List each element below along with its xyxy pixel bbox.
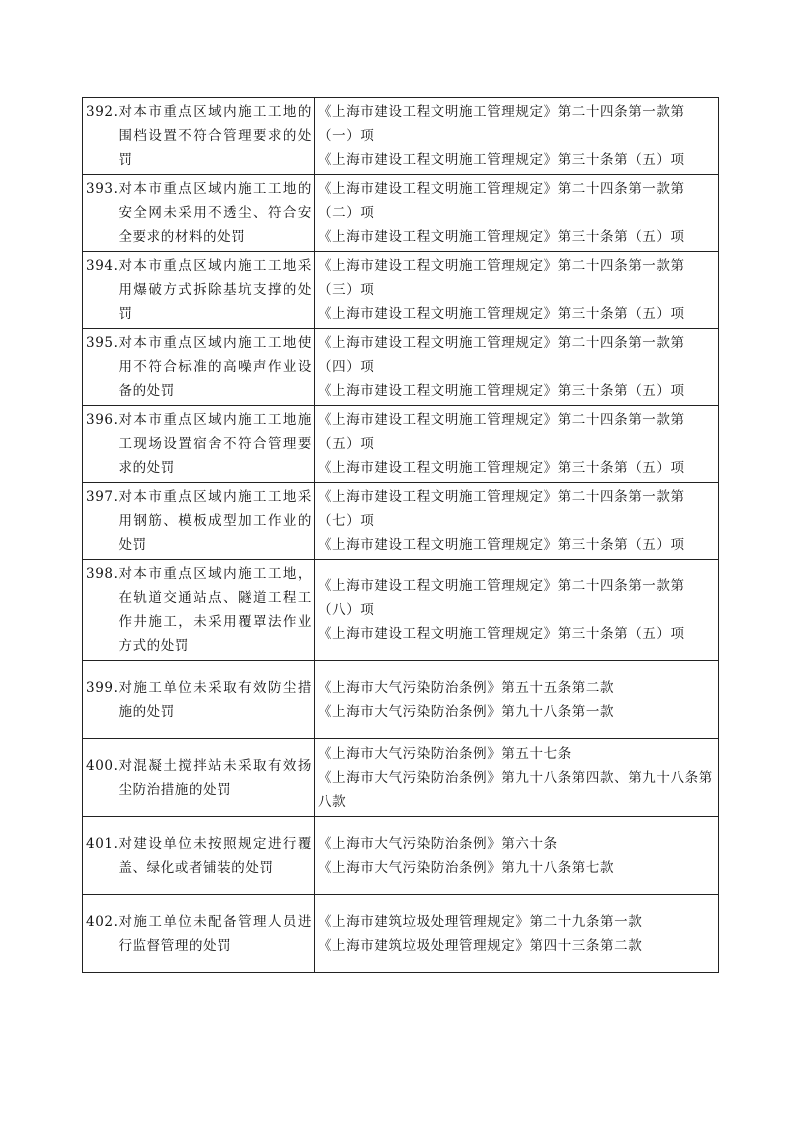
legal-basis-line: 《上海市建设工程文明施工管理规定》第三十条第（五）项: [318, 229, 685, 245]
legal-basis-line: 《上海市大气污染防治条例》第九十八条第四款、第九十八条第八款: [318, 769, 713, 810]
table-row: [83, 252, 719, 329]
penalty-basis-table: [82, 97, 719, 973]
table-row: [83, 817, 719, 895]
table-row: [83, 560, 719, 661]
item-number: 393.: [86, 181, 119, 197]
item-description: 对施工单位未配备管理人员进行监督管理的处罚: [118, 913, 312, 954]
item-number: 401.: [86, 835, 119, 852]
legal-basis-line: 《上海市大气污染防治条例》第六十条: [318, 835, 558, 852]
legal-basis-line: 《上海市建筑垃圾处理管理规定》第四十三条第二款: [318, 937, 643, 954]
penalty-item-cell: [83, 406, 315, 483]
legal-basis-line: 《上海市建设工程文明施工管理规定》第三十条第（五）项: [318, 306, 685, 322]
legal-basis-cell: [315, 98, 719, 175]
item-number: 399.: [86, 679, 119, 696]
legal-basis-cell: [315, 661, 719, 739]
legal-basis-line: 《上海市大气污染防治条例》第五十五条第二款: [318, 679, 615, 696]
item-number: 402.: [86, 913, 119, 930]
penalty-item-cell: [83, 560, 315, 661]
legal-basis-line: 《上海市建设工程文明施工管理规定》第三十条第（五）项: [318, 537, 685, 553]
table-row: [83, 406, 719, 483]
legal-basis-line: 《上海市大气污染防治条例》第五十七条: [318, 745, 572, 762]
legal-basis-cell: [315, 817, 719, 895]
legal-basis-line: 《上海市建设工程文明施工管理规定》第二十四条第一款第（一）项: [318, 104, 685, 144]
legal-basis-line: 《上海市建设工程文明施工管理规定》第三十条第（五）项: [318, 460, 685, 476]
legal-basis-line: 《上海市建设工程文明施工管理规定》第三十条第（五）项: [318, 152, 685, 168]
item-description: 对本市重点区域内施工工地使用不符合标准的高噪声作业设备的处罚: [118, 335, 312, 399]
legal-basis-cell: [315, 739, 719, 817]
table-row: [83, 175, 719, 252]
penalty-item-cell: [83, 175, 315, 252]
table-row: [83, 895, 719, 973]
penalty-item-cell: [83, 817, 315, 895]
legal-basis-line: 《上海市建设工程文明施工管理规定》第二十四条第一款第（五）项: [318, 412, 685, 452]
legal-basis-line: 《上海市建筑垃圾处理管理规定》第二十九条第一款: [318, 913, 643, 930]
penalty-item-cell: [83, 252, 315, 329]
table-row: [83, 329, 719, 406]
penalty-item-cell: [83, 739, 315, 817]
item-description: 对本市重点区域内施工工地施工现场设置宿舍不符合管理要求的处罚: [118, 412, 312, 476]
item-number: 392.: [86, 104, 119, 120]
item-description: 对建设单位未按照规定进行覆盖、绿化或者铺装的处罚: [118, 835, 312, 876]
item-number: 395.: [86, 335, 119, 351]
legal-basis-cell: [315, 252, 719, 329]
legal-basis-line: 《上海市建设工程文明施工管理规定》第二十四条第一款第（八）项: [318, 578, 685, 618]
legal-basis-cell: [315, 406, 719, 483]
item-description: 对混凝土搅拌站未采取有效扬尘防治措施的处罚: [118, 757, 312, 798]
legal-basis-cell: [315, 483, 719, 560]
item-description: 对本市重点区域内施工工地采用爆破方式拆除基坑支撑的处罚: [118, 258, 312, 322]
table-row: [83, 661, 719, 739]
item-number: 400.: [86, 757, 119, 774]
penalty-item-cell: [83, 895, 315, 973]
item-description: 对本市重点区域内施工工地的围档设置不符合管理要求的处罚: [118, 104, 312, 168]
penalty-item-cell: [83, 483, 315, 560]
item-number: 397.: [86, 489, 119, 505]
item-number: 394.: [86, 258, 119, 274]
item-number: 398.: [86, 566, 119, 582]
legal-basis-line: 《上海市建设工程文明施工管理规定》第三十条第（五）项: [318, 383, 685, 399]
item-description: 对本市重点区域内施工工地的安全网未采用不透尘、符合安全要求的材料的处罚: [118, 181, 312, 245]
table-row: [83, 739, 719, 817]
penalty-item-cell: [83, 661, 315, 739]
item-description: 对本市重点区域内施工工地，在轨道交通站点、隧道工程工作井施工，未采用覆罩法作业方式的处罚: [118, 566, 312, 654]
legal-basis-cell: [315, 175, 719, 252]
legal-basis-line: 《上海市大气污染防治条例》第九十八条第一款: [318, 703, 615, 720]
penalty-item-cell: [83, 329, 315, 406]
legal-basis-cell: [315, 560, 719, 661]
table-row: [83, 98, 719, 175]
legal-basis-line: 《上海市建设工程文明施工管理规定》第二十四条第一款第（三）项: [318, 258, 685, 298]
penalty-item-cell: [83, 98, 315, 175]
item-description: 对本市重点区域内施工工地采用钢筋、模板成型加工作业的处罚: [118, 489, 312, 553]
item-description: 对施工单位未采取有效防尘措施的处罚: [118, 679, 312, 720]
legal-basis-line: 《上海市建设工程文明施工管理规定》第三十条第（五）项: [318, 626, 685, 642]
table-row: [83, 483, 719, 560]
item-number: 396.: [86, 412, 119, 428]
legal-basis-line: 《上海市建设工程文明施工管理规定》第二十四条第一款第（四）项: [318, 335, 685, 375]
legal-basis-cell: [315, 329, 719, 406]
legal-basis-line: 《上海市建设工程文明施工管理规定》第二十四条第一款第（七）项: [318, 489, 685, 529]
legal-basis-line: 《上海市大气污染防治条例》第九十八条第七款: [318, 859, 615, 876]
legal-basis-cell: [315, 895, 719, 973]
table-body: [83, 98, 719, 973]
legal-basis-line: 《上海市建设工程文明施工管理规定》第二十四条第一款第（二）项: [318, 181, 685, 221]
